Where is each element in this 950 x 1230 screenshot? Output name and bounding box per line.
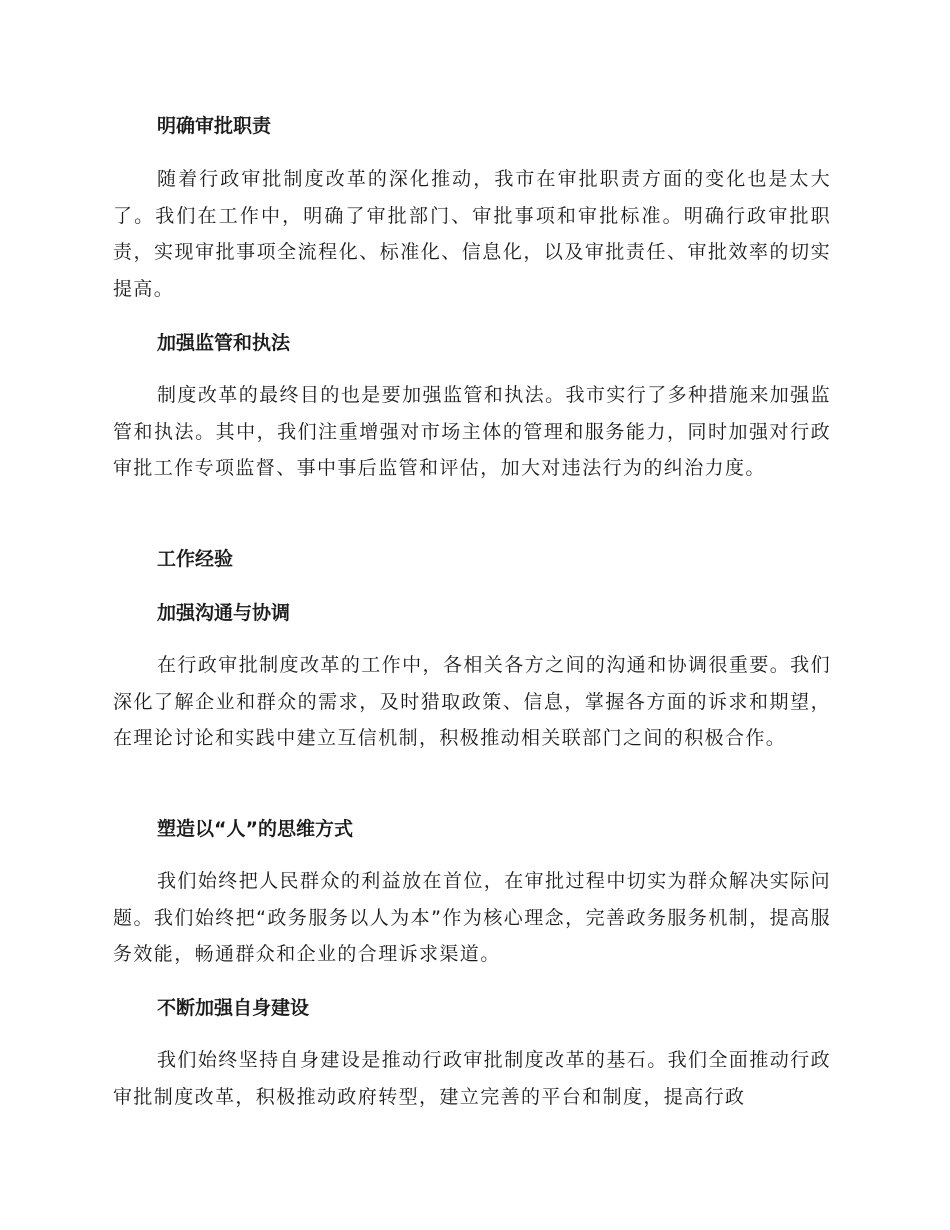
section-heading-people-oriented: 塑造以“人”的思维方式: [157, 818, 353, 840]
section-heading-approval-duties: 明确审批职责: [157, 115, 272, 137]
section-heading-work-experience: 工作经验: [157, 548, 234, 570]
section-paragraph-people-oriented: 我们始终把人民群众的利益放在首位，在审批过程中切实为群众解决实际问题。我们始终把“政务服务以人为本”作为核心理念，完善政务服务机制，提高服务效能，畅通群众和企业的合理诉求渠道。: [113, 870, 831, 966]
section-paragraph-communication: 在行政审批制度改革的工作中，各相关各方之间的沟通和协调很重要。我们深化了解企业和群众的需求，及时猎取政策、信息，掌握各方面的诉求和期望，在理论讨论和实践中建立互信机制，积极推动相关联部门之间的积极合作。: [113, 654, 831, 750]
section-paragraph-self-building: 我们始终坚持自身建设是推动行政审批制度改革的基石。我们全面推动行政审批制度改革，积极推动政府转型，建立完善的平台和制度，提高行政: [113, 1049, 831, 1108]
section-heading-communication: 加强沟通与协调: [157, 602, 291, 624]
section-heading-supervision: 加强监管和执法: [157, 332, 291, 354]
section-paragraph-supervision: 制度改革的最终目的也是要加强监管和执法。我市实行了多种措施来加强监管和执法。其中，我们注重增强对市场主体的管理和服务能力，同时加强对行政审批工作专项监督、事中事后监管和评估，加大对违法行为的纠治力度。: [113, 384, 831, 480]
section-heading-self-building: 不断加强自身建设: [157, 997, 310, 1019]
section-paragraph-approval-duties: 随着行政审批制度改革的深化推动，我市在审批职责方面的变化也是太大了。我们在工作中，明确了审批部门、审批事项和审批标准。明确行政审批职责，实现审批事项全流程化、标准化、信息化，以及审批责任、审批效率的切实提高。: [113, 168, 831, 300]
